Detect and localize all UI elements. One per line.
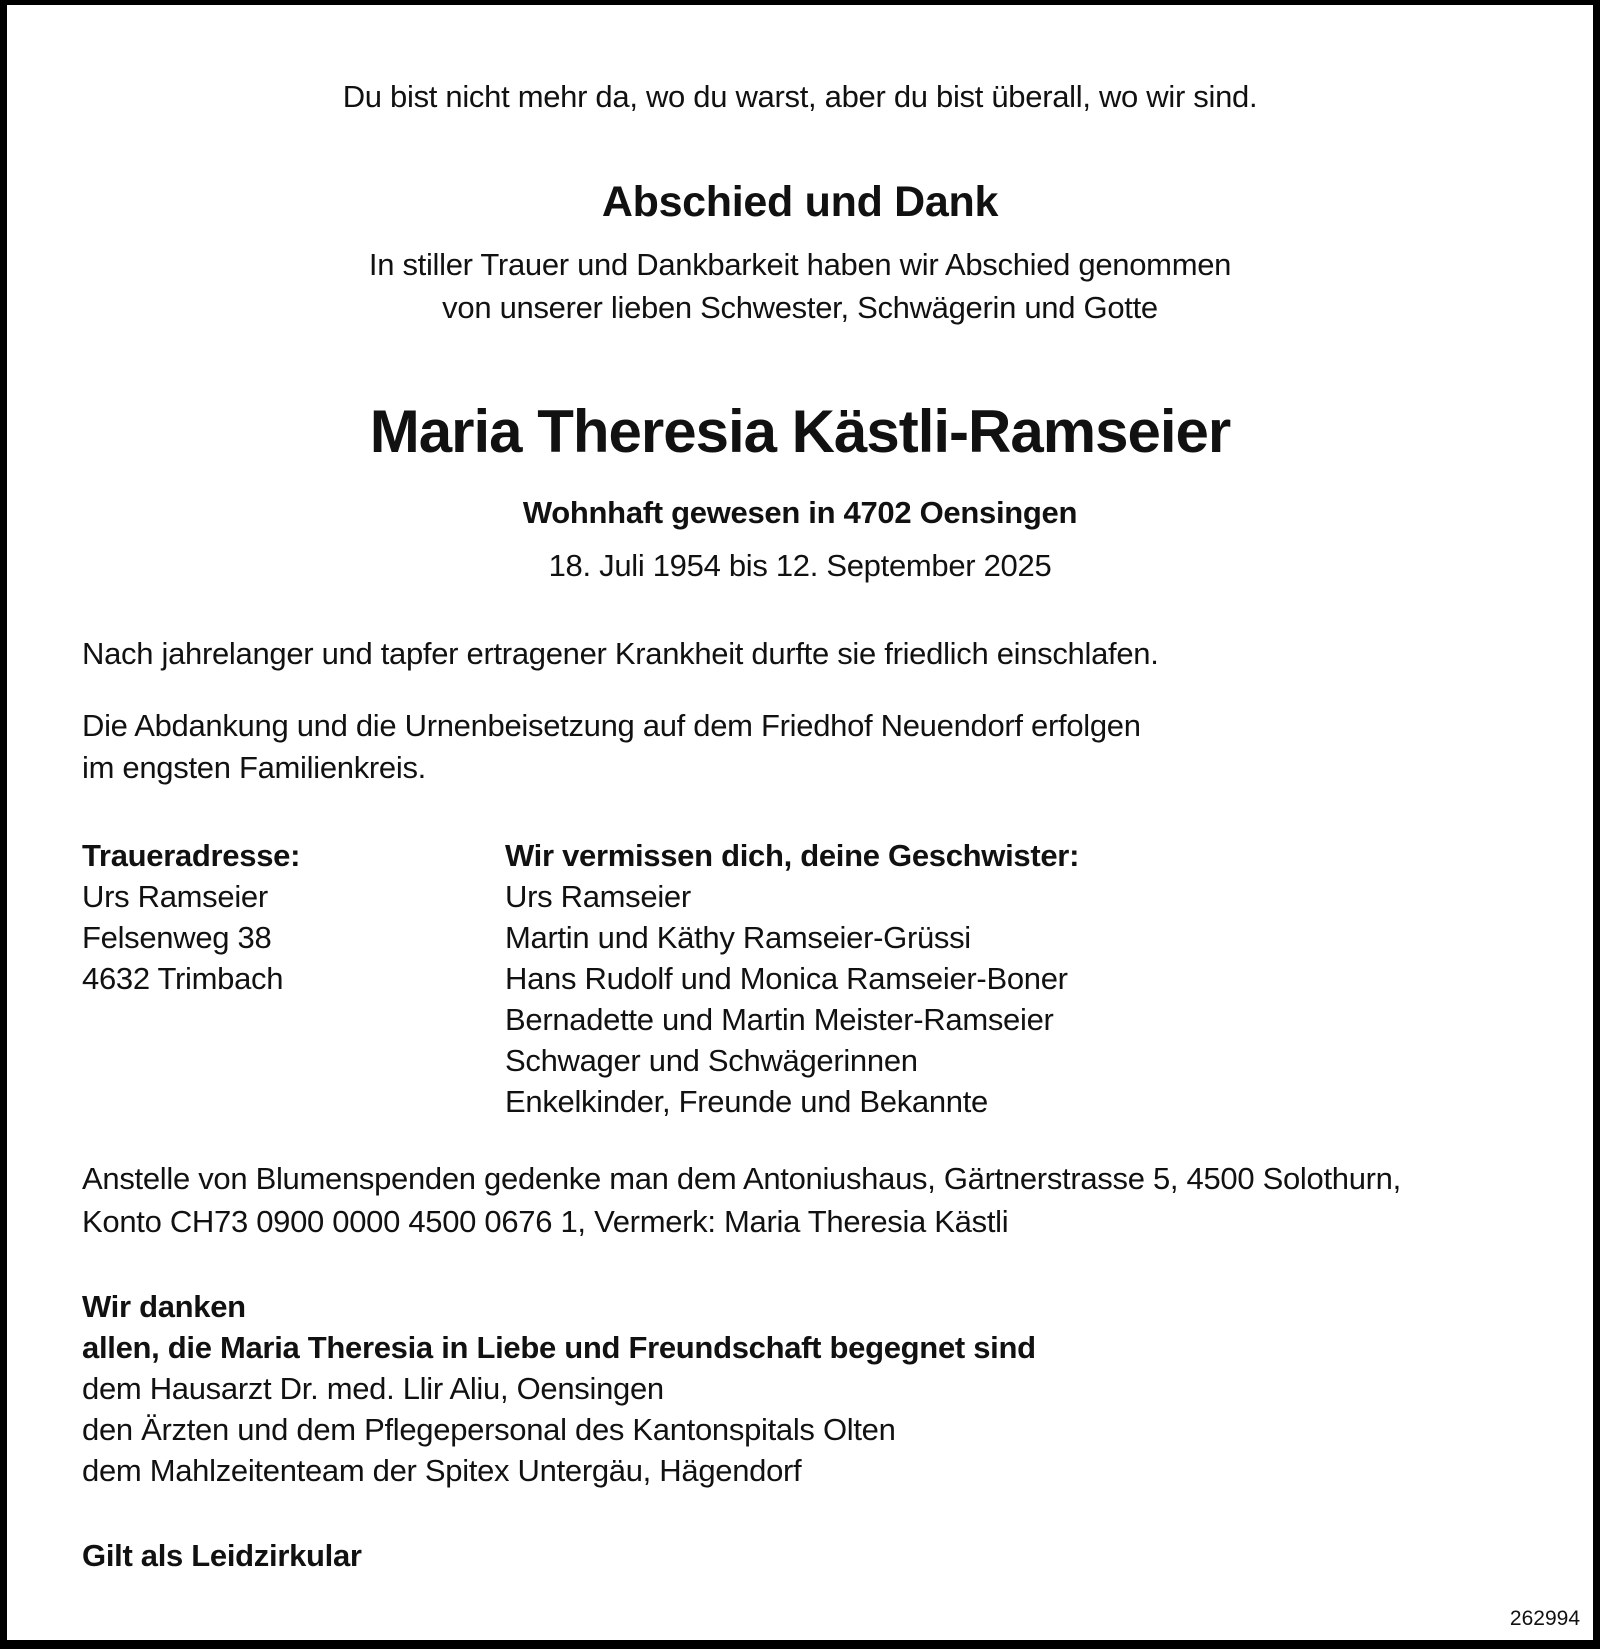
family-member-line: Martin und Käthy Ramseier-Grüssi [505, 920, 971, 955]
notice-title: Abschied und Dank [601, 178, 999, 226]
thanks-line: dem Mahlzeitenteam der Spitex Untergäu, Hägendorf [82, 1453, 802, 1488]
thanks-line: dem Hausarzt Dr. med. Llir Aliu, Oensingen [82, 1371, 664, 1406]
intro-paragraph [0, 243, 1600, 329]
passing-note: Nach jahrelanger und tapfer ertragener Krankheit durfte sie friedlich einschlafen. [82, 636, 1159, 671]
deceased-residence: Wohnhaft gewesen in 4702 Oensingen [522, 495, 1078, 530]
memorial-quote: Du bist nicht mehr da, wo du warst, aber du bist überall, wo wir sind. [342, 79, 1258, 114]
address-and-family-columns [82, 835, 1079, 1122]
mourning-address-line: Urs Ramseier [82, 879, 268, 914]
intro-line: In stiller Trauer und Dankbarkeit haben wir Abschied genommen [368, 247, 1232, 282]
intro-line: von unserer lieben Schwester, Schwägerin und Gotte [442, 290, 1158, 325]
family-member-line: Enkelkinder, Freunde und Bekannte [505, 1084, 988, 1119]
family-member-line: Bernadette und Martin Meister-Ramseier [505, 1002, 1054, 1037]
reference-number: 262994 [1509, 1607, 1580, 1630]
thanks-line: den Ärzten und dem Pflegepersonal des Kantonspitals Olten [82, 1412, 896, 1447]
family-column [505, 835, 1079, 1122]
donation-line: Konto CH73 0900 0000 4500 0676 1, Vermerk: Maria Theresia Kästli [82, 1204, 1009, 1239]
deceased-life-dates: 18. Juli 1954 bis 12. September 2025 [548, 548, 1052, 583]
circular-note: Gilt als Leidzirkular [82, 1538, 362, 1573]
family-member-line: Schwager und Schwägerinnen [505, 1043, 918, 1078]
thanks-paragraph [82, 1286, 1036, 1491]
mourning-address-label: Traueradresse: [82, 838, 301, 873]
thanks-heading-line: Wir danken [82, 1289, 246, 1324]
funeral-paragraph [82, 705, 1141, 789]
mourning-address-column [82, 835, 505, 1122]
family-member-line: Urs Ramseier [505, 879, 691, 914]
family-label: Wir vermissen dich, deine Geschwister: [505, 838, 1080, 873]
funeral-line: im engsten Familienkreis. [82, 750, 426, 785]
donation-line: Anstelle von Blumenspenden gedenke man dem Antoniushaus, Gärtnerstrasse 5, 4500 Solothurn, [82, 1161, 1401, 1196]
donation-paragraph [82, 1157, 1401, 1243]
thanks-heading-line: allen, die Maria Theresia in Liebe und Freundschaft begegnet sind [82, 1330, 1036, 1365]
mourning-address-line: 4632 Trimbach [82, 961, 284, 996]
funeral-line: Die Abdankung und die Urnenbeisetzung auf dem Friedhof Neuendorf erfolgen [82, 708, 1141, 743]
deceased-name: Maria Theresia Kästli-Ramseier [369, 398, 1231, 465]
mourning-address-line: Felsenweg 38 [82, 920, 272, 955]
family-member-line: Hans Rudolf und Monica Ramseier-Boner [505, 961, 1068, 996]
